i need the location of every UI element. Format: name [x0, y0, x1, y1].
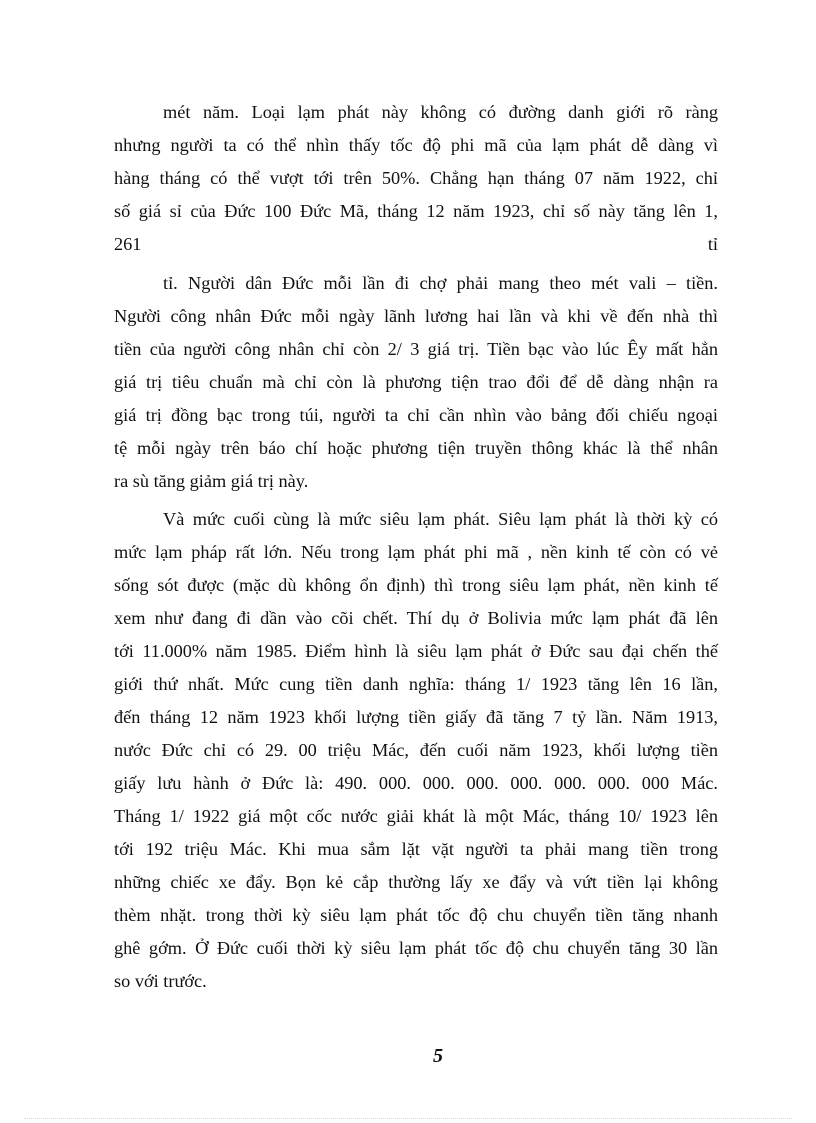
text-line: Và mức cuối cùng là mức siêu lạm phát. Siêu lạm phát là thời kỳ có [163, 509, 718, 529]
paragraph-2 [114, 267, 718, 498]
text-line: tới 192 triệu Mác. Khi mua sắm lặt vặt người ta phải mang tiền trong [114, 839, 718, 859]
text-line: hàng tháng có thể vượt tới trên 50%. Chẳng hạn tháng 07 năm 1922, chỉ [114, 168, 718, 188]
text-line: mét năm. Loại lạm phát này không có đường danh giới rõ ràng [163, 102, 718, 122]
footer-divider [24, 1118, 792, 1119]
paragraph-1 [114, 96, 718, 261]
text-line: thèm nhặt. trong thời kỳ siêu lạm phát tốc độ chu chuyển tiền tăng nhanh [114, 905, 718, 925]
text-line: xem như đang đi dần vào cõi chết. Thí dụ ở Bolivia mức lạm phát đã lên [114, 608, 718, 628]
text-line: đến tháng 12 năm 1923 khối lượng tiền giấy đã tăng 7 tỷ lần. Năm 1913, [114, 707, 718, 727]
text-line: tỉ. Người dân Đức mỗi lần đi chợ phải mang theo mét vali – tiền. [163, 273, 718, 293]
text-line: tiền của người công nhân chỉ còn 2/ 3 giá trị. Tiền bạc vào lúc Êy mất hẳn [114, 339, 718, 359]
text-line: Người công nhân Đức mỗi ngày lãnh lương hai lần và khi về đến nhà thì [114, 306, 718, 326]
text-line: giá trị tiêu chuẩn mà chỉ còn là phương tiện trao đổi để dễ dàng nhận ra [114, 372, 718, 392]
text-line: giấy lưu hành ở Đức là: 490. 000. 000. 000. 000. 000. 000. 000 Mác. [114, 773, 718, 793]
text-line: sống sót được (mặc dù không ổn định) thì trong siêu lạm phát, nền kinh tế [114, 575, 718, 595]
split-line-left: 261 [114, 234, 142, 254]
text-line: giới thứ nhất. Mức cung tiền danh nghĩa: tháng 1/ 1923 tăng lên 16 lần, [114, 674, 718, 694]
text-line: tới 11.000% năm 1985. Điểm hình là siêu lạm phát ở Đức sau đại chến thế [114, 641, 718, 661]
text-line: những chiếc xe đẩy. Bọn kẻ cắp thường lấy xe đẩy và vứt tiền lại không [114, 872, 718, 892]
text-line: số giá sỉ của Đức 100 Đức Mã, tháng 12 năm 1923, chỉ số này tăng lên 1, [114, 201, 718, 221]
text-line: giá trị đồng bạc trong túi, người ta chỉ cần nhìn vào bảng đối chiếu ngoại [114, 405, 718, 425]
text-line: tệ mỗi ngày trên báo chí hoặc phương tiện truyền thông khác là thể nhân [114, 438, 718, 458]
text-line: so với trước. [114, 971, 207, 991]
split-text-line [114, 228, 718, 261]
text-line: Tháng 1/ 1922 giá một cốc nước giải khát là một Mác, tháng 10/ 1923 lên [114, 806, 718, 826]
text-line: nhưng người ta có thể nhìn thấy tốc độ phi mã của lạm phát dễ dàng vì [114, 135, 718, 155]
split-line-right: tỉ [707, 234, 718, 254]
page-number: 5 [433, 1045, 443, 1067]
text-line: ghê gớm. Ở Đức cuối thời kỳ siêu lạm phát tốc độ chu chuyển tăng 30 lần [114, 938, 718, 958]
text-line: ra sù tăng giảm giá trị này. [114, 471, 309, 491]
paragraph-3 [114, 503, 718, 998]
text-line: mức lạm pháp rất lớn. Nếu trong lạm phát phi mã , nền kinh tế còn có vẻ [114, 542, 718, 562]
text-line: nước Đức chỉ có 29. 00 triệu Mác, đến cuối năm 1923, khối lượng tiền [114, 740, 718, 760]
